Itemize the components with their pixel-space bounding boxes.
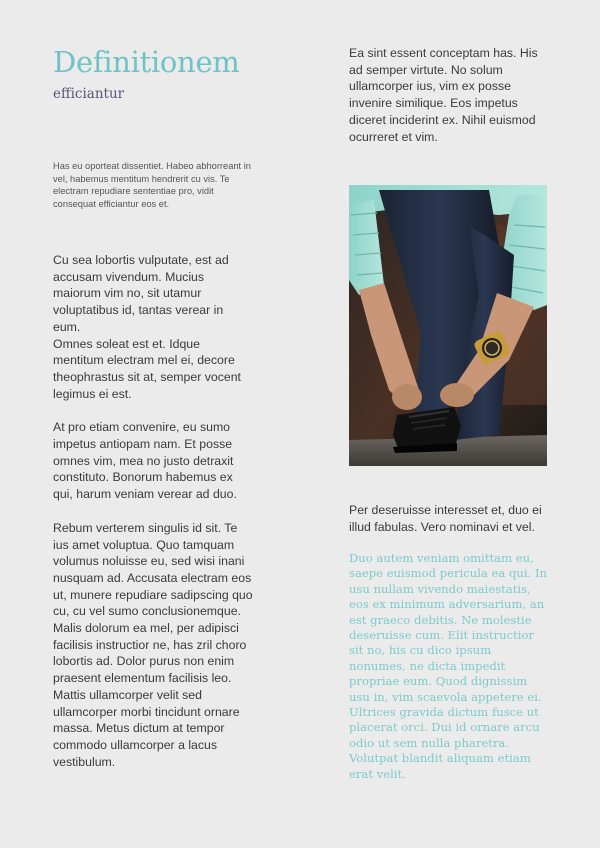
left-paragraph-2: At pro etiam convenire, eu sumo impetus antiopam nam. Et posse omnes vim, mea no justo detraxit constituto. Bonorum habemus ex qui, harum veniam verear ad duo. bbox=[53, 420, 237, 502]
left-paragraph-3: Rebum verterem singulis id sit. Te ius amet voluptua. Quo tamquam volumus noluisse eu, sed wisi inani nusquam ad. Accusata electram eos ut, munere repudiare sadipscing quo cu, cu vel sumo conclusionemque. Malis dolorum ea mel, per adipisci facilisis instructior ne, has zril choro lobortis ad. Dolor purus non enim praesent elementum facilisis leo. Mattis ullamcorper velit sed ullamcorper morbi tincidunt ornare massa. Metus dictum at tempor commodo ullamcorper a lacus vestibulum. bbox=[53, 520, 253, 769]
left-paragraph-1a: Cu sea lobortis vulputate, est ad accusam vivendum. Mucius maiorum vim no, sit utamur voluptatibus id, tantas verear in eum. bbox=[53, 253, 229, 334]
page-title: Definitionem bbox=[53, 45, 240, 79]
left-column bbox=[53, 252, 253, 787]
right-top-paragraph: Ea sint essent conceptam has. His ad semper virtute. No solum ullamcorper ius, vim ex posse invenire similique. Eos impetus diceret inciderint ex. Nihil euismod ocurreret et vim. bbox=[349, 46, 538, 144]
pull-quote: Duo autem veniam omittam eu, saepe euismod pericula ea qui. In usu nullam vivendo maiestatis, eos ex minimum adversarium, an est graeco debitis. Ne molestie deseruisse cum. Elit instructior sit no, his cu dico ipsum nonumes, ne dicta impedit propriae eum. Quod dignissim usu in, vim scaevola appetere ei. Ultrices gravida dictum fusce ut placerat orci. Dui id ornare arcu odio ut sem nulla pharetra. Volutpat blandit aliquam etiam erat velit. bbox=[349, 551, 548, 781]
lead-paragraph: Has eu oporteat dissentiet. Habeo abhorreant in vel, habemus mentitum hendrerit cu vis. Te electram repudiare sententiae pro, vidit consequat efficiantur eos et. bbox=[53, 161, 251, 209]
photo-man-tying-shoe bbox=[349, 185, 547, 466]
right-middle-paragraph: Per deseruisse interesset et, duo ei illud fabulas. Vero nominavi et vel. bbox=[349, 503, 542, 534]
left-paragraph-1b: Omnes soleat est et. Idque mentitum electram mel ei, decore theophrastus sit at, semper vocent legimus ei est. bbox=[53, 336, 241, 401]
left-paragraph-1 bbox=[53, 252, 253, 402]
page-subtitle: efficiantur bbox=[53, 86, 125, 102]
